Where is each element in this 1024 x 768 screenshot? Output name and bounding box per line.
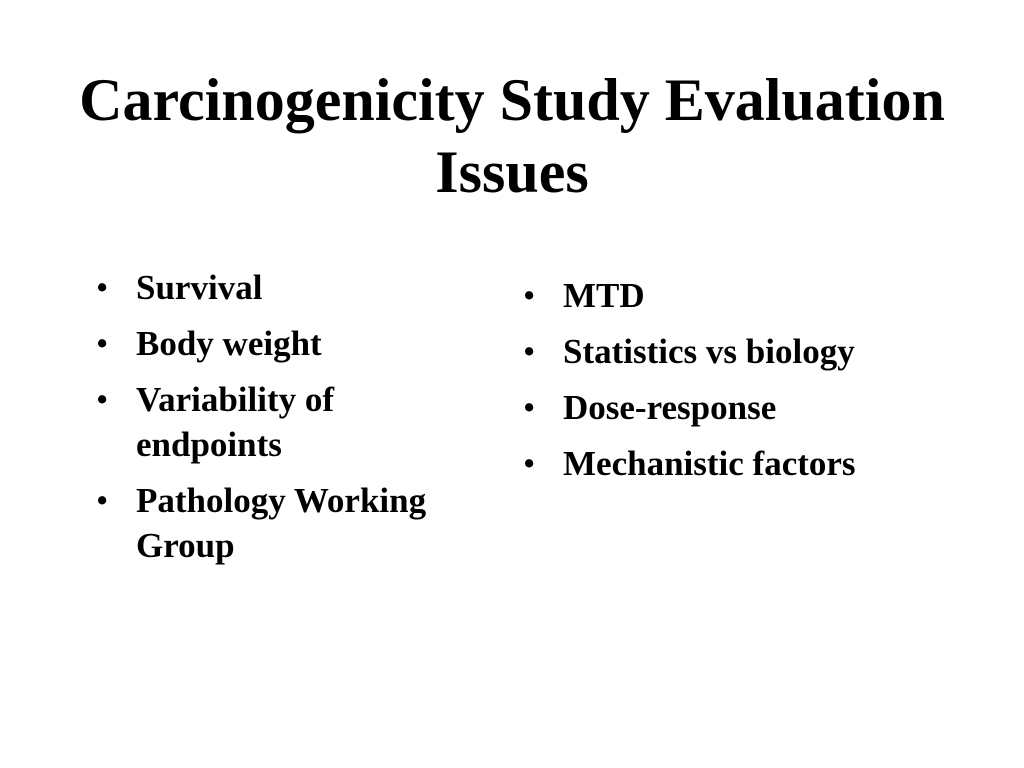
bullet-icon: • [523, 444, 536, 483]
list-item [523, 273, 943, 318]
list-item-text: Dose-response [563, 388, 777, 427]
list-item [523, 329, 943, 374]
list-item-text: Mechanistic factors [563, 444, 856, 483]
list-item [96, 478, 486, 568]
bullet-icon: • [96, 324, 109, 363]
list-item-text: Pathology Working Group [136, 481, 427, 565]
slide-title: Carcinogenicity Study Evaluation Issues [79, 67, 945, 205]
list-item-text: Survival [136, 268, 263, 307]
list-item [96, 265, 486, 310]
bullet-icon: • [96, 268, 109, 307]
list-item-text: Variability of endpoints [136, 380, 335, 464]
list-item [523, 385, 943, 430]
list-item [523, 441, 943, 486]
bullet-icon: • [523, 276, 536, 315]
list-item [96, 377, 486, 467]
bullet-icon: • [96, 380, 109, 419]
bullet-icon: • [523, 332, 536, 371]
list-item-text: Statistics vs biology [563, 332, 855, 371]
list-item-text: MTD [563, 276, 645, 315]
list-item [96, 321, 486, 366]
bullet-icon: • [96, 481, 109, 520]
left-bullet-list [96, 265, 486, 579]
bullet-icon: • [523, 388, 536, 427]
list-item-text: Body weight [136, 324, 322, 363]
right-bullet-list [523, 273, 943, 497]
